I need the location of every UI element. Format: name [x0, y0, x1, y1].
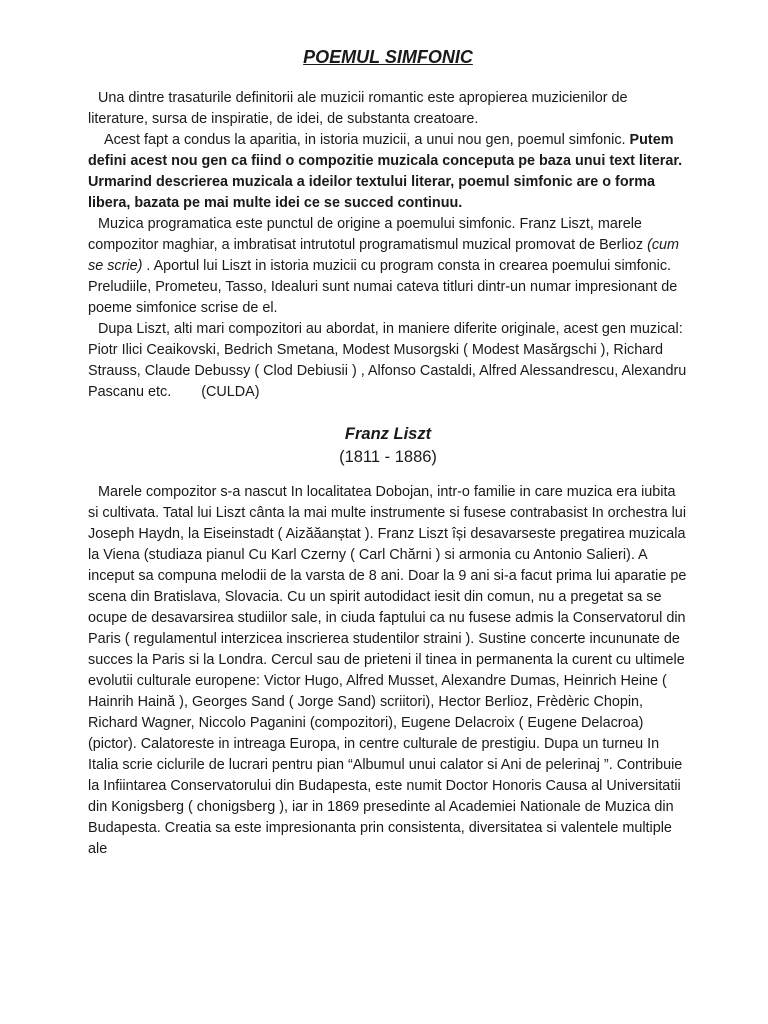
section-years: (1811 - 1886) — [339, 448, 437, 466]
intro-paragraph-2 — [88, 130, 688, 214]
biography-paragraph — [88, 482, 688, 860]
intro-text-3b: . Aportul lui Liszt in istoria muzicii cu program consta in crearea poemului simfonic. Preludiile, Prometeu, Tasso, Idealuri sunt numai cateva titluri dintr-un numar impresionant de poeme simfonice scrise de el. — [88, 258, 678, 316]
source-label: (CULDA) — [201, 384, 260, 400]
intro-paragraph-1 — [88, 88, 688, 130]
section-title: Franz Liszt — [344, 425, 432, 443]
biography-text: Marele compozitor s-a nascut In localitatea Dobojan, intr-o familie in care muzica era iubita si cultivata. Tatal lui Liszt cânta la mai multe instrumente si fusese contrabasist In orchestra lui Joseph Haydn, la Eiseinstadt ( Aizăăanștat ). Franz Liszt își desavarseste pregatirea muzicala la Viena (studiaza pianul Cu Karl Czerny ( Carl Chărni ) si armonia cu Antonio Salieri). A inceput sa compuna melodii de la varsta de 8 ani. Doar la 9 ani si-a facut prima lui aparatie pe scena din Bratislava, Slovacia. Cu un spirit autodidact iesit din comun, nu a pregetat sa se ocupe de desavarsirea studiilor sale, in ciuda faptului ca nu fusese admis la Conservatorul din Paris ( regulamentul interzicea inscrierea studentilor straini ). Sustine concerte incununate de succes la Paris si la Londra. Cercul sau de prieteni il tinea in permanenta la curent cu ultimele evolutii culturale europene: Victor Hugo, Alfred Musset, Alexandre Dumas, Heinrich Heine ( Hainrih Haină ), Georges Sand ( Jorge Sand) scriitori), Hector Berlioz, Frèdèric Chopin, Richard Wagner, Niccolo Paganini (compozitori), Eugene Delacroix ( Eugene Delacroa) (pictor). Calatoreste in intreaga Europa, in centre culturale de prestigiu. Dupa un turneu In Italia scrie ciclurile de lucrari pentru pian “Albumul unui calator si Ani de pelerinaj ”. Contribuie la Infiintarea Conservatorului din Budapesta, este numit Doctor Honoris Causa al Universitatii din Konigsberg ( chonigsberg ), iar in 1869 presedinte al Academiei Nationale de Muzica din Budapesta. Creatia sa este impresionanta prin consistenta, diversitatea si valentele multiple ale — [88, 484, 687, 857]
intro-text-1: Una dintre trasaturile definitorii ale muzicii romantic este apropierea muzicienilor de literature, sursa de inspiratie, de idei, de substanta creatoare. — [88, 90, 628, 127]
page-title: POEMUL SIMFONIC — [303, 47, 473, 67]
document-page — [88, 44, 688, 860]
intro-text-2: Acest fapt a condus la aparitia, in istoria muzicii, a unui nou gen, poemul simfonic. — [104, 132, 630, 148]
intro-text-4: Dupa Liszt, alti mari compozitori au abordat, in maniere diferite originale, acest gen muzical: Piotr Ilici Ceaikovski, Bedrich Smetana, Modest Musorgski ( Modest Masărgschi ), Richard Strauss, Claude Debussy ( Clod Debiusii ) , Alfonso Castaldi, Alfred Alessandrescu, Alexandru Pascanu etc. — [88, 321, 687, 400]
definition-text: Putem defini acest nou gen ca fiind o compozitie muzicala conceputa pe baza unui text literar. Urmarind descrierea muzicala a ideilor textului literar, poemul simfonic are o forma libera, bazata pe mai multe idei ce se succed continuu. — [88, 132, 683, 211]
intro-paragraph-4 — [88, 319, 688, 403]
intro-paragraph-3 — [88, 214, 688, 319]
intro-text-3a: Muzica programatica este punctul de origine a poemului simfonic. Franz Liszt, marele compozitor maghiar, a imbratisat intrutotul programatismul muzical promovat de Berlioz — [88, 216, 648, 253]
pronunciation-note: (cum se scrie) — [88, 237, 680, 274]
